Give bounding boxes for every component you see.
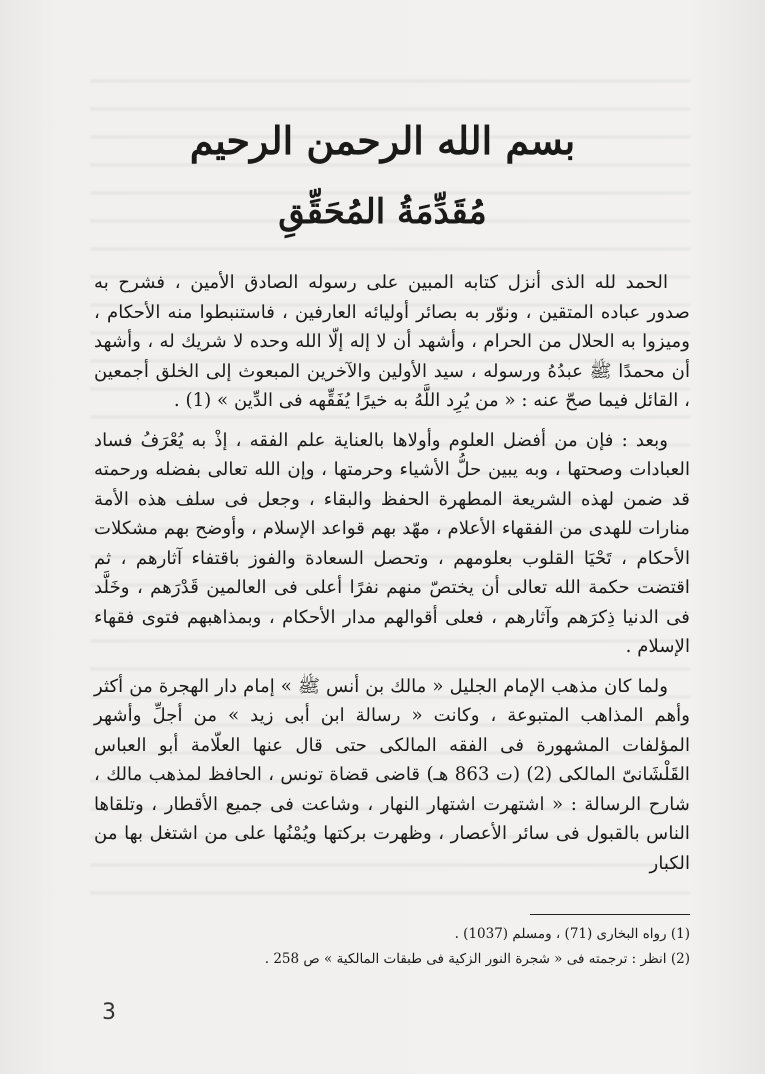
main-text <box>94 268 690 888</box>
paragraph-1: الحمد لله الذى أنزل كتابه المبين على رسوله الصادق الأمين ، فشرح به صدور عباده المتقين ، ونوّر به بصائر أوليائه العارفين ، فاستنبطوا منه الأحكام ، وميزوا به الحلال من الحرام ، وأشهد أن لا إله إلّا الله وحده لا شريك له ، وأشهد أن محمدًا ﷺ عبدُهُ ورسوله ، سيد الأولين والآخرين المبعوث إلى الخلق أجمعين ، القائل فيما صحّ عنه : « من يُرِد اللَّهُ به خيرًا يُفَقِّهه فى الدِّين » (1) . <box>94 272 690 411</box>
paragraph-3: ولما كان مذهب الإمام الجليل « مالك بن أنس ﷺ » إمام دار الهجرة من أكثر وأهم المذاهب المتبوعة ، وكانت « رسالة ابن أبى زيد » من أجلِّ وأشهر المؤلفات المشهورة فى الفقه المالكى حتى قال عنها العلّامة أبو العباس القَلْشَانىّ المالكى (2) (ت 863 هـ) قاضى قضاة تونس ، الحافظ لمذهب مالك ، شارح الرسالة : « اشتهرت اشتهار النهار ، وشاعت فى جميع الأقطار ، وتلقاها الناس بالقبول فى سائر الأعصار ، وظهرت بركتها ويُمْنُها على من اشتغل بها من الكبار <box>94 675 690 874</box>
basmala-heading: بسم الله الرحمن الرحيم <box>189 118 576 163</box>
page-number: 3 <box>102 1000 116 1025</box>
footnote-divider <box>530 914 690 915</box>
paragraph-2: وبعد : فإن من أفضل العلوم وأولاها بالعناية علم الفقه ، إذْ به يُعْرَفُ فساد العبادات وصحتها ، وبه يبين حلُّ الأشياء وحرمتها ، وإن الله تعالى بفضله ورحمته قد ضمن لهذه الشريعة المطهرة الحفظ والبقاء ، وجعل فى سلف هذه الأمة منارات للهدى من الفقهاء الأعلام ، مهّد بهم قواعد الإسلام ، وأوضح بهم مشكلات الأحكام ، تَحْيَا القلوب بعلومهم ، وتحصل السعادة والفوز باقتفاء آثارهم ، ثم اقتضت حكمة الله تعالى أن يختصّ منهم نفرًا أعلى فى العالمين قَدْرَهم ، وخَلَّد فى الدنيا ذِكرَهم وآثارهم ، فعلى أقوالهم مدار الأحكام ، وبمذاهبهم فتوى فقهاء الإسلام . <box>94 429 690 657</box>
footnotes <box>120 922 690 972</box>
page-title: مُقَدِّمَةُ المُحَقِّقِ <box>278 192 487 232</box>
footnote-1: (1) رواه البخارى (71) ، ومسلم (1037) . <box>454 926 690 942</box>
footnote-2: (2) انظر : ترجمته فى « شجرة النور الزكية فى طبقات المالكية » ص 258 . <box>264 951 690 967</box>
